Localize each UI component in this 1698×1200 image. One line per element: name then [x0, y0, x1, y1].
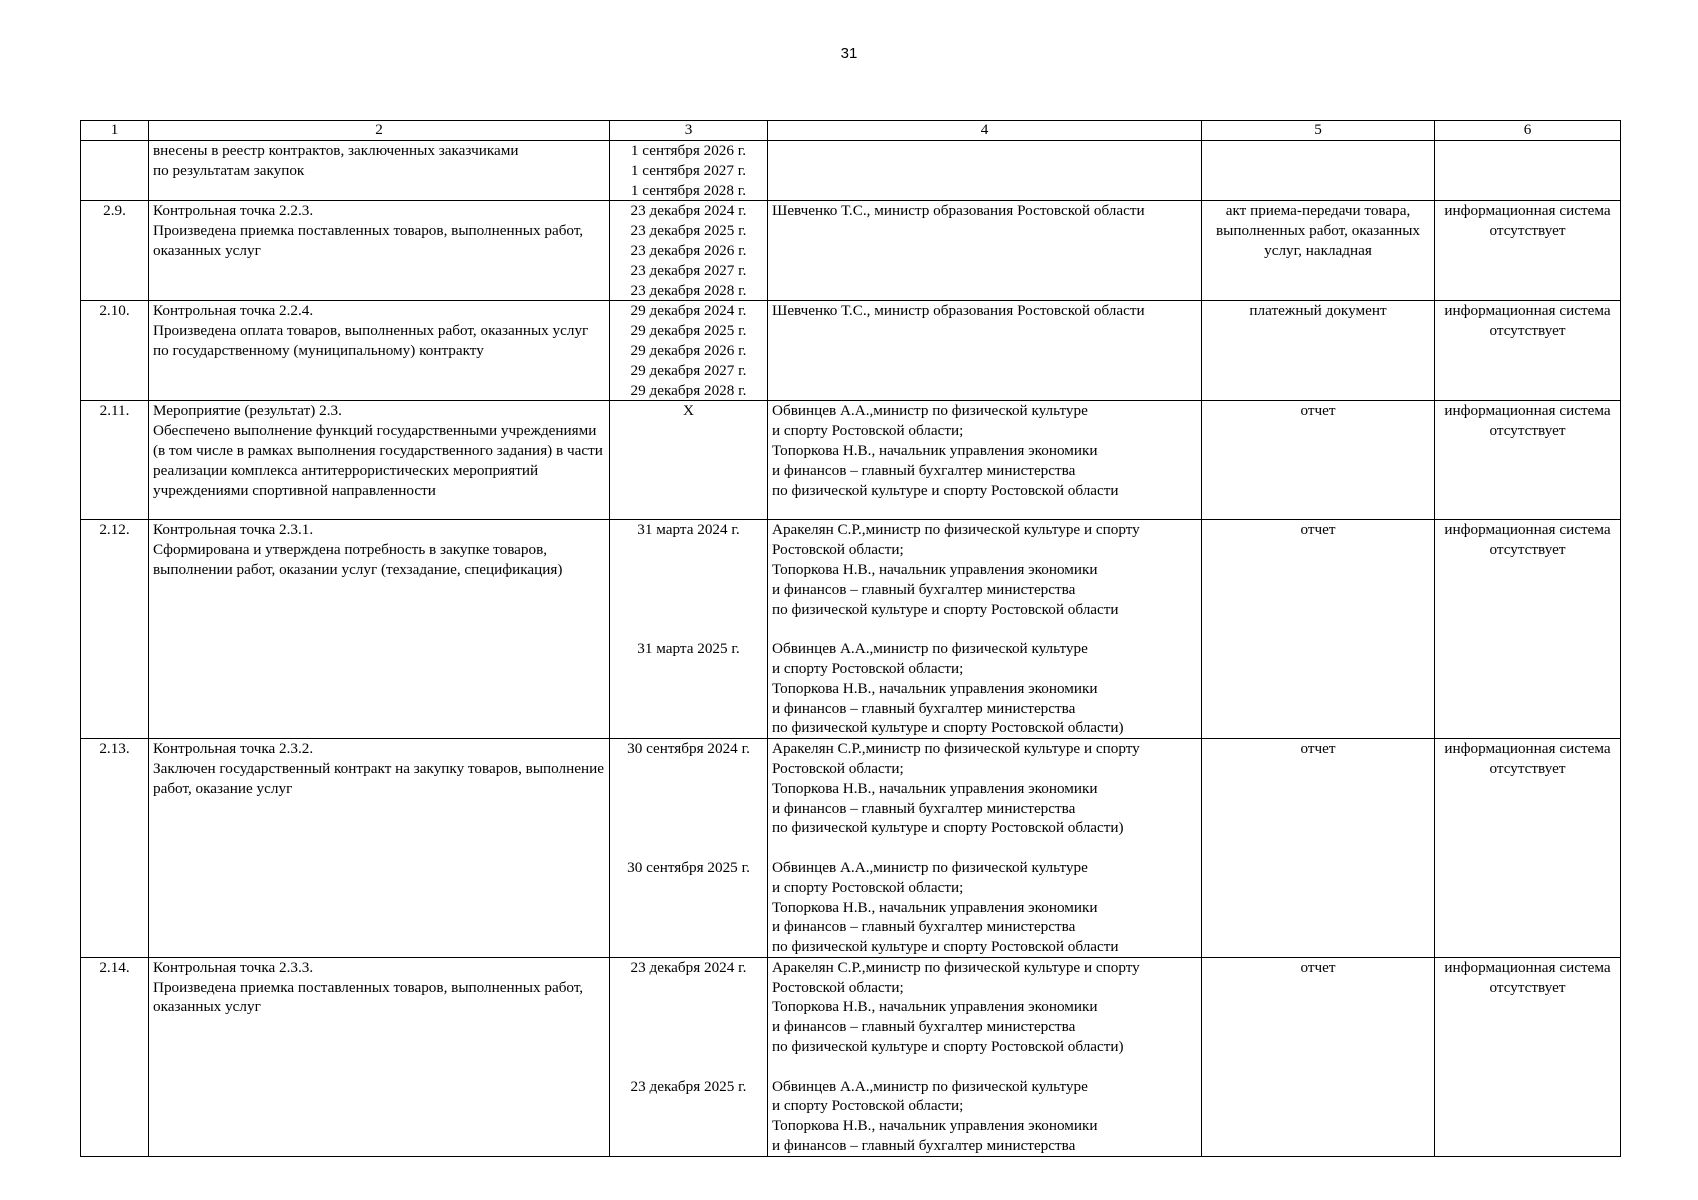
- column-number: 4: [768, 121, 1202, 141]
- row-responsible: Аракелян С.Р.,министр по физической культуре и спорту Ростовской области; Топоркова Н.В., начальник управления экономики и финансов – главный бухгалтер министерства по физической культуре и спорту Ростовской области Обвинцев А.А.,министр по физической культуре и спорту Ростовской области; Топоркова Н.В., начальник управления экономики и финансов – главный бухгалтер министерства по физической культуре и спорту Ростовской области): [768, 520, 1202, 739]
- table-row: [81, 301, 1621, 401]
- row-info-system: информационная система отсутствует: [1435, 201, 1621, 301]
- row-info-system: информационная система отсутствует: [1435, 739, 1621, 958]
- table-row: [81, 739, 1621, 958]
- row-dates: 1 сентября 2026 г. 1 сентября 2027 г. 1 сентября 2028 г.: [610, 141, 768, 201]
- column-number: 6: [1435, 121, 1621, 141]
- column-number: 1: [81, 121, 149, 141]
- column-number: 5: [1202, 121, 1435, 141]
- page-number: 31: [840, 45, 858, 62]
- row-dates: X: [610, 401, 768, 520]
- table-row: [81, 141, 1621, 201]
- row-info-system: информационная система отсутствует: [1435, 957, 1621, 1156]
- table-row: [81, 520, 1621, 739]
- row-document: отчет: [1202, 957, 1435, 1156]
- row-number: 2.11.: [81, 401, 149, 520]
- row-responsible: Аракелян С.Р.,министр по физической культуре и спорту Ростовской области; Топоркова Н.В., начальник управления экономики и финансов – главный бухгалтер министерства по физической культуре и спорту Ростовской области) Обвинцев А.А.,министр по физической культуре и спорту Ростовской области; Топоркова Н.В., начальник управления экономики и финансов – главный бухгалтер министерства: [768, 957, 1202, 1156]
- row-responsible: Обвинцев А.А.,министр по физической культуре и спорту Ростовской области; Топоркова Н.В., начальник управления экономики и финансов – главный бухгалтер министерства по физической культуре и спорту Ростовской области: [768, 401, 1202, 520]
- row-responsible: Аракелян С.Р.,министр по физической культуре и спорту Ростовской области; Топоркова Н.В., начальник управления экономики и финансов – главный бухгалтер министерства по физической культуре и спорту Ростовской области) Обвинцев А.А.,министр по физической культуре и спорту Ростовской области; Топоркова Н.В., начальник управления экономики и финансов – главный бухгалтер министерства по физической культуре и спорту Ростовской области: [768, 739, 1202, 958]
- row-responsible: [768, 141, 1202, 201]
- row-dates: 31 марта 2024 г. 31 марта 2025 г.: [610, 520, 768, 739]
- row-info-system: информационная система отсутствует: [1435, 401, 1621, 520]
- row-description: Контрольная точка 2.2.3. Произведена приемка поставленных товаров, выполненных работ, оказанных услуг: [149, 201, 610, 301]
- row-responsible: Шевченко Т.С., министр образования Ростовской области: [768, 301, 1202, 401]
- row-number: [81, 141, 149, 201]
- row-document: отчет: [1202, 401, 1435, 520]
- row-document: [1202, 141, 1435, 201]
- row-number: 2.12.: [81, 520, 149, 739]
- row-number: 2.14.: [81, 957, 149, 1156]
- row-description: Мероприятие (результат) 2.3. Обеспечено выполнение функций государственными учреждениями (в том числе в рамках выполнения государственного задания) в части реализации комплекса антитеррористических мероприятий учреждениями спортивной направленности: [149, 401, 610, 520]
- row-responsible: Шевченко Т.С., министр образования Ростовской области: [768, 201, 1202, 301]
- row-dates: 23 декабря 2024 г. 23 декабря 2025 г.: [610, 957, 768, 1156]
- table-row: [81, 957, 1621, 1156]
- row-dates: 30 сентября 2024 г. 30 сентября 2025 г.: [610, 739, 768, 958]
- column-number-row: [81, 121, 1621, 141]
- table-row: [81, 401, 1621, 520]
- row-document: акт приема-передачи товара, выполненных работ, оказанных услуг, накладная: [1202, 201, 1435, 301]
- row-info-system: информационная система отсутствует: [1435, 520, 1621, 739]
- column-number: 3: [610, 121, 768, 141]
- row-description: Контрольная точка 2.3.3. Произведена приемка поставленных товаров, выполненных работ, оказанных услуг: [149, 957, 610, 1156]
- schedule-table: [80, 120, 1621, 1157]
- row-description: Контрольная точка 2.2.4. Произведена оплата товаров, выполненных работ, оказанных услуг по государственному (муниципальному) контракту: [149, 301, 610, 401]
- row-description: Контрольная точка 2.3.2. Заключен государственный контракт на закупку товаров, выполнение работ, оказание услуг: [149, 739, 610, 958]
- column-number: 2: [149, 121, 610, 141]
- row-number: 2.13.: [81, 739, 149, 958]
- row-document: отчет: [1202, 739, 1435, 958]
- row-document: отчет: [1202, 520, 1435, 739]
- row-document: платежный документ: [1202, 301, 1435, 401]
- row-number: 2.9.: [81, 201, 149, 301]
- row-info-system: [1435, 141, 1621, 201]
- table-row: [81, 201, 1621, 301]
- row-description: Контрольная точка 2.3.1. Сформирована и утверждена потребность в закупке товаров, выполнении работ, оказании услуг (техзадание, спецификация): [149, 520, 610, 739]
- row-info-system: информационная система отсутствует: [1435, 301, 1621, 401]
- row-description: внесены в реестр контрактов, заключенных заказчиками по результатам закупок: [149, 141, 610, 201]
- row-number: 2.10.: [81, 301, 149, 401]
- row-dates: 23 декабря 2024 г. 23 декабря 2025 г. 23 декабря 2026 г. 23 декабря 2027 г. 23 декабря 2028 г.: [610, 201, 768, 301]
- row-dates: 29 декабря 2024 г. 29 декабря 2025 г. 29 декабря 2026 г. 29 декабря 2027 г. 29 декабря 2028 г.: [610, 301, 768, 401]
